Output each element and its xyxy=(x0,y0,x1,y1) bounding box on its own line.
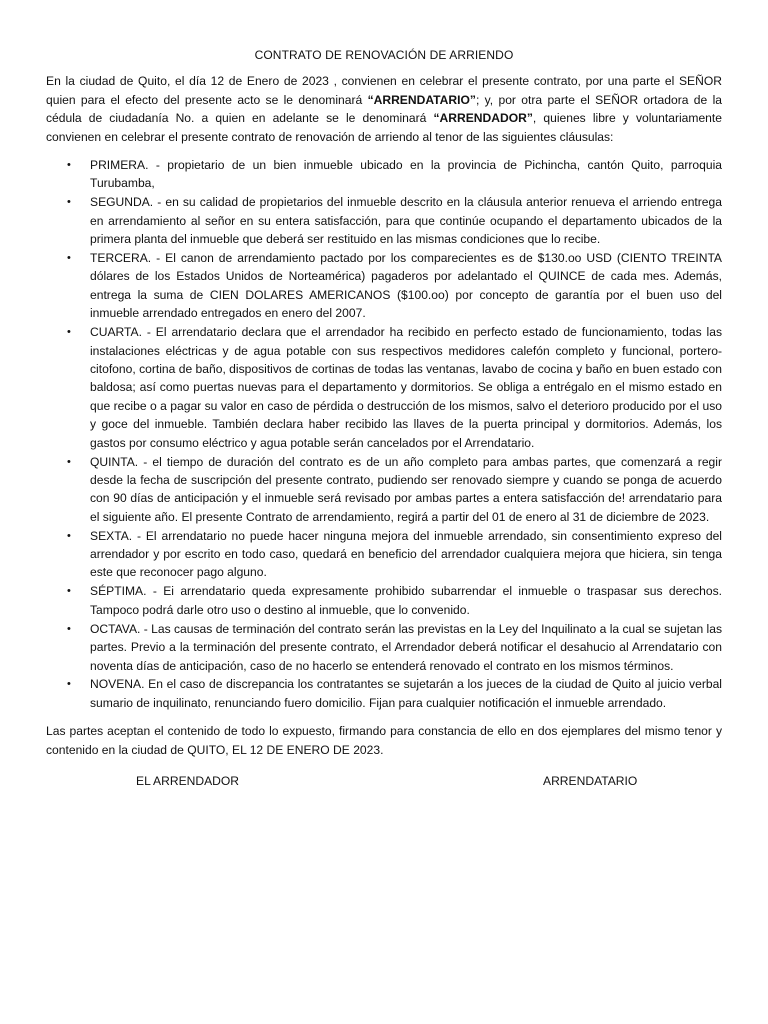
bullet-icon: • xyxy=(67,252,71,265)
clause-item xyxy=(46,193,722,248)
clause-text: SEXTA. - El arrendatario no puede hacer ninguna mejora del inmueble arrendado, sin consentimiento expreso del arrendador y por escrito en todo caso, quedará en beneficio del arrendador cualquiera mejora que hiciera, sin tenga este que reconocer pago alguno. xyxy=(90,528,722,580)
intro-text-2: ; y, por otra parte el SEÑOR ortadora de la cédula de ciudadanía No. a quien en adelante se le denominará xyxy=(46,92,722,126)
clause-item xyxy=(46,453,722,527)
intro-paragraph xyxy=(46,72,722,146)
intro-bold-arrendatario: “ARRENDATARIO” xyxy=(367,92,476,107)
document-title: CONTRATO DE RENOVACIÓN DE ARRIENDO xyxy=(254,48,514,62)
signature-arrendador: EL ARRENDADOR xyxy=(136,774,240,789)
bullet-icon: • xyxy=(67,622,71,635)
clause-item xyxy=(46,582,722,619)
clauses-list xyxy=(46,156,722,712)
clause-item xyxy=(46,249,722,323)
clause-item xyxy=(46,527,722,582)
intro-text-3: , quienes libre y voluntariamente convienen en celebrar el presente contrato de renovación de arriendo al tenor de las siguientes cláusulas: xyxy=(46,111,722,144)
clause-item xyxy=(46,323,722,452)
clause-text: PRIMERA. - propietario de un bien inmueble ubicado en la provincia de Pichincha, cantón Quito, parroquia Turubamba, xyxy=(90,158,722,191)
clause-item xyxy=(46,156,722,193)
bullet-icon: • xyxy=(67,455,71,468)
clause-text: NOVENA. En el caso de discrepancia los contratantes se sujetarán a los jueces de la ciudad de Quito al juicio verbal sumario de inquilinato, renunciando fuero domicilio. Fijan para cualquier notificación el inmueble arrendado. xyxy=(90,677,722,710)
clause-text: QUINTA. - el tiempo de duración del contrato es de un año completo para ambas partes, que comenzará a regir desde la fecha de suscripción del presente contrato, pudiendo ser renovado siempre y cuando se ponga de acuerdo con 90 días de anticipación y el inmueble será revisado por ambas partes a entera satisfacción de! arrendatario para el siguiente año. El presente Contrato de arrendamiento, regirá a partir del 01 de enero al 31 de diciembre de 2023. xyxy=(90,454,722,524)
bullet-icon: • xyxy=(67,585,71,598)
bullet-icon: • xyxy=(67,678,71,691)
bullet-icon: • xyxy=(67,529,71,542)
intro-bold-arrendador: “ARRENDADOR” xyxy=(433,111,533,126)
clause-text: SÉPTIMA. - Ei arrendatario queda expresamente prohibido subarrendar el inmueble o traspasar sus derechos. Tampoco podrá darle otro uso o destino al inmueble, que lo convenido. xyxy=(90,584,722,617)
clause-item xyxy=(46,675,722,712)
clause-text: TERCERA. - El canon de arrendamiento pactado por los comparecientes es de $130.oo USD (CIENTO TREINTA dólares de los Estados Unidos de Norteamérica) pagaderos por adelantado el QUINCE de cada mes. Además, entrega la suma de CIEN DOLARES AMERICANOS ($100.oo) por concepto de garantía por el buen uso del inmueble arrendado entregados en enero del 2007. xyxy=(90,251,722,321)
clause-text: OCTAVA. - Las causas de terminación del contrato serán las previstas en la Ley del Inquilinato a la cual se sujetan las partes. Previo a la terminación del presente contrato, el Arrendador deberá notificar el desahucio al Arrendatario con noventa días de anticipación, caso de no hacerlo se entenderá renovado el contrato en los mismos términos. xyxy=(90,621,722,673)
clause-text: CUARTA. - El arrendatario declara que el arrendador ha recibido en perfecto estado de funcionamiento, todas las instalaciones eléctricas y de agua potable con sus respectivos medidores calefón completo y funcional, portero-citofono, cortina de baño, dispositivos de cortinas de todas las ventanas, lavabo de cocina y baño en buen estado con baldosa; así como puertas nuevas para el departamento y dormitorios. Se obliga a entrégalo en el mismo estado en que recibe o a pagar su valor en caso de pérdida o destrucción de los mismos, salvo el deterioro producido por el uso y goce del inmueble. También declara haber recibido las llaves de la puerta principal y dormitorios. Además, los gastos por consumo eléctrico y agua potable serán cancelados por el Arrendatario. xyxy=(90,325,722,450)
clause-item xyxy=(46,620,722,675)
bullet-icon: • xyxy=(67,196,71,209)
signature-block xyxy=(46,772,722,792)
clause-text: SEGUNDA. - en su calidad de propietarios del inmueble descrito en la cláusula anterior renueva el arriendo entrega en arrendamiento al señor en su entera satisfacción, para que continúe ocupando el departamento ubicados de la primera planta del inmueble que deberá ser restituido en las mismas condiciones que lo recibe. xyxy=(90,195,722,247)
bullet-icon: • xyxy=(67,326,71,339)
closing-paragraph: Las partes aceptan el contenido de todo lo expuesto, firmando para constancia de ello en dos ejemplares del mismo tenor y contenido en la ciudad de QUITO, EL 12 DE ENERO DE 2023. xyxy=(46,724,722,757)
bullet-icon: • xyxy=(67,159,71,172)
signature-arrendatario: ARRENDATARIO xyxy=(543,774,638,789)
intro-text-1: En la ciudad de Quito, el día 12 de Enero de 2023 , convienen en celebrar el presente contrato, por una parte el SEÑOR quien para el efecto del presente acto se le denominará xyxy=(46,74,722,107)
